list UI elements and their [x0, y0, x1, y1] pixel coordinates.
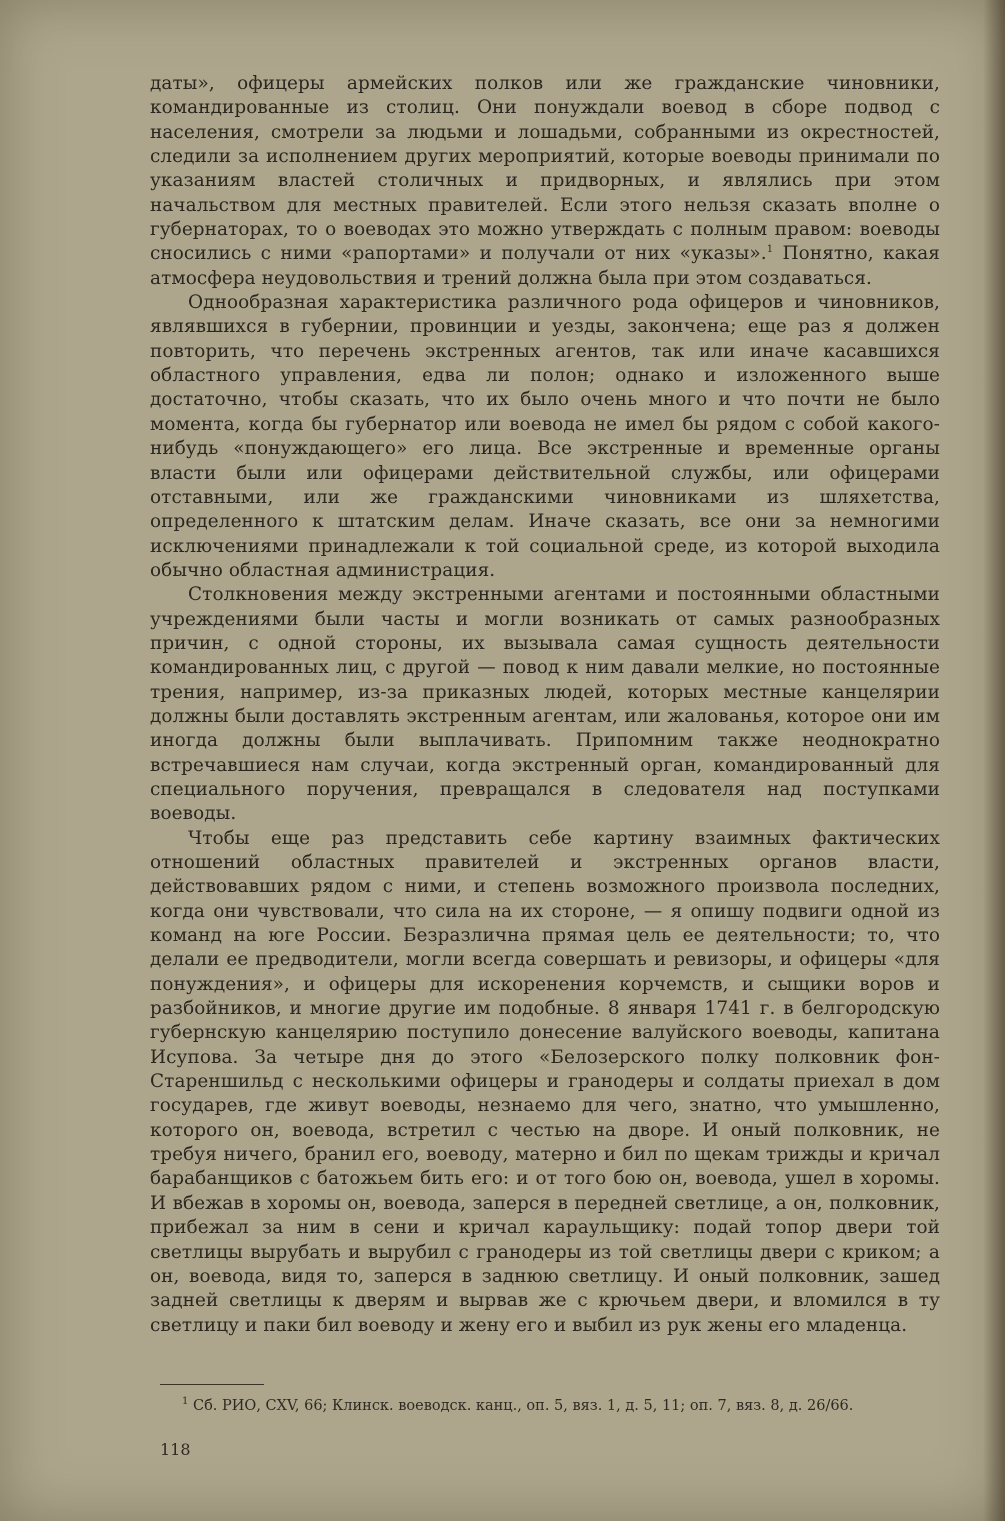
paragraph-3: Столкновения между экстренными агентами и постоянными областными учреждениями были часты и могли возникать от самых разнообразных причин, с одной стороны, их вызывала самая сущность деятельности командированных лиц, с другой — повод к ним давали мелкие, но постоянные трения, например, из-за приказных людей, которых местные канцелярии должны были доставлять экстренным агентам, или жалованья, которое они им иногда должны были выплачивать. Припомним также неоднократно встречавшиеся нам случаи, когда экстренный орган, командированный для специального поручения, превращался в следователя над поступками воеводы. — [150, 584, 940, 825]
body-text — [150, 72, 940, 1338]
paragraph-2: Однообразная характеристика различного рода офицеров и чиновников, являвшихся в губернии, провинции и уезды, закончена; еще раз я должен повторить, что перечень экстренных агентов, так или иначе касавшихся областного управления, едва ли полон; однако и изложенного выше достаточно, чтобы сказать, что их было очень много и что почти не было момента, когда бы губернатор или воевода не имел бы рядом с собой какого-нибудь «понуждающего» его лица. Все экстренные и временные органы власти были или офицерами действительной службы, или офицерами отставными, или же гражданскими чиновниками из шляхетства, определенного к штатским делам. Иначе сказать, все они за немногими исключениями принадлежали к той социальной среде, из которой выходила обычно областная администрация. — [150, 292, 940, 581]
footnote-divider — [160, 1384, 264, 1385]
paragraph-4: Чтобы еще раз представить себе картину взаимных фактических отношений областных правителей и экстренных органов власти, действовавших рядом с ними, и степень возможного произвола последних, когда они чувствовали, что сила на их стороне, — я опишу подвиги одной из команд на юге России. Безразлична прямая цель ее деятельности; то, что делали ее предводители, могли всегда совершать и ревизоры, и офицеры «для понуждения», и офицеры для искоренения корчемств, и сыщики воров и разбойников, и многие другие им подобные. 8 января 1741 г. в белгородскую губернскую канцелярию поступило донесение валуйского воеводы, капитана Исупова. За четыре дня до этого «Белозерского полку полковник фон-Стареншильд с несколькими офицеры и гранодеры и солдаты приехал в дом государев, где живут воеводы, незнаемо для чего, знатно, что умышленно, которого он, воевода, встретил с честью на дворе. И оный полковник, не требуя ничего, бранил его, воеводу, матерно и бил по щекам трижды и кричал барабанщиков с батожьем бить его: и от того бою он, воевода, ушел в хоромы. И вбежав в хоромы он, воевода, заперся в передней светлице, а он, полковник, прибежал за ним в сени и кричал караульщику: подай топор двери той светлицы вырубать и вырубил с гранодеры из той светлицы двери с криком; а он, воевода, видя то, заперся в заднюю светлицу. И оный полковник, зашед задней светлицы к дверям и вырвав же с крючьем двери, и вломился в ту светлицу и паки бил воеводу и жену его и выбил из рук жены его младенца. — [150, 827, 940, 1336]
footnote-text: Сб. РИО, CXV, 66; Клинск. воеводск. канц., оп. 5, вяз. 1, д. 5, 11; оп. 7, вяз. 8, д. 26/66. — [192, 1398, 854, 1414]
page-edge-shadow — [983, 0, 1005, 1521]
paragraph-1-tail: Понятно, какая атмосфера неудовольствия и трений должна была при этом создаваться. — [150, 243, 940, 289]
paragraph-1-text: даты», офицеры армейских полков или же гражданские чиновники, командированные из столиц. Они понуждали воевод в сборе подвод с населения, смотрели за людьми и лошадьми, собранными из окрестностей, следили за исполнением других мероприятий, которые воеводы принимали по указаниям властей столичных и придворных, и являлись при этом начальством для местных правителей. Если этого нельзя сказать вполне о губернаторах, то о воеводах это можно утверждать с полным правом: воеводы сносились с ними «рапортами» и получали от них «указы». — [150, 73, 940, 265]
footnote — [160, 1396, 940, 1416]
footnote-ref: 1 — [766, 244, 774, 256]
page-number: 118 — [160, 1440, 191, 1459]
footnote-marker: 1 — [182, 1396, 189, 1408]
paragraph-1 — [150, 72, 940, 291]
